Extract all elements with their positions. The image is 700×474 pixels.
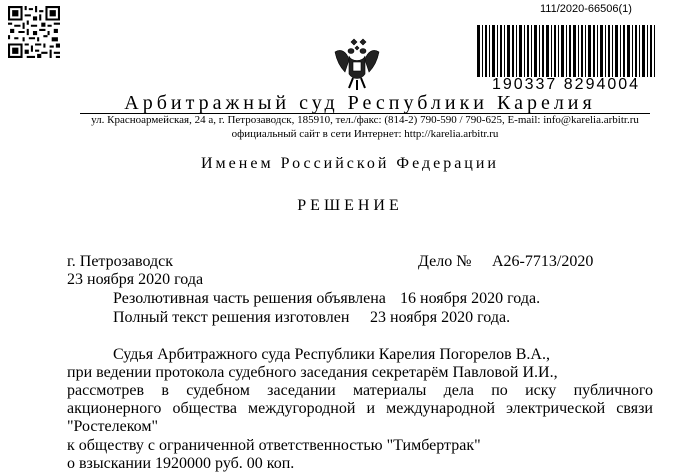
full-text-date: 23 ноября 2020 года. xyxy=(370,309,511,326)
body-line: к обществу с ограниченной ответственностью "Тимбертрак" xyxy=(67,437,481,454)
body-line: при ведении протокола судебного заседания секретарём Павловой И.И., xyxy=(67,364,558,381)
court-address: ул. Красноармейская, 24 а, г. Петрозаводск, 185910, тел./факс: (814-2) 790-590 / 790-625, E-mail: info@karelia.arbitr.ru xyxy=(91,114,639,126)
body-line: Судья Арбитражного суда Республики Карелия Погорелов В.А., xyxy=(113,346,550,363)
document-title: РЕШЕНИЕ xyxy=(297,197,403,214)
barcode-number: 190337 8294004 xyxy=(477,77,655,93)
document-id: 111/2020-66506(1) xyxy=(540,3,632,15)
court-name: Арбитражный суд Республики Карелия xyxy=(124,92,596,114)
body-line: рассмотрев в судебном заседании материалы дела по иску публичного xyxy=(67,382,653,399)
body-line: о взыскании 1920000 руб. 00 коп. xyxy=(67,455,295,472)
qr-code xyxy=(8,6,60,58)
body-line: акционерного общества междугородной и международной электрической связи xyxy=(67,400,653,417)
coat-of-arms-emblem xyxy=(331,38,383,94)
case-label: Дело № xyxy=(418,253,472,270)
preamble: Именем Российской Федерации xyxy=(201,155,499,172)
barcode xyxy=(477,25,655,93)
decision-date: 23 ноября 2020 года xyxy=(67,271,204,288)
barcode-bars xyxy=(477,25,655,77)
resolution-label: Резолютивная часть решения объявлена xyxy=(113,290,386,307)
resolution-date: 16 ноября 2020 года. xyxy=(400,290,541,307)
full-text-label: Полный текст решения изготовлен xyxy=(113,309,350,326)
court-website: официальный сайт в сети Интернет: http://karelia.arbitr.ru xyxy=(231,128,499,140)
city: г. Петрозаводск xyxy=(67,253,174,270)
body-line: "Ростелеком" xyxy=(67,418,159,435)
case-number: А26-7713/2020 xyxy=(492,253,594,270)
